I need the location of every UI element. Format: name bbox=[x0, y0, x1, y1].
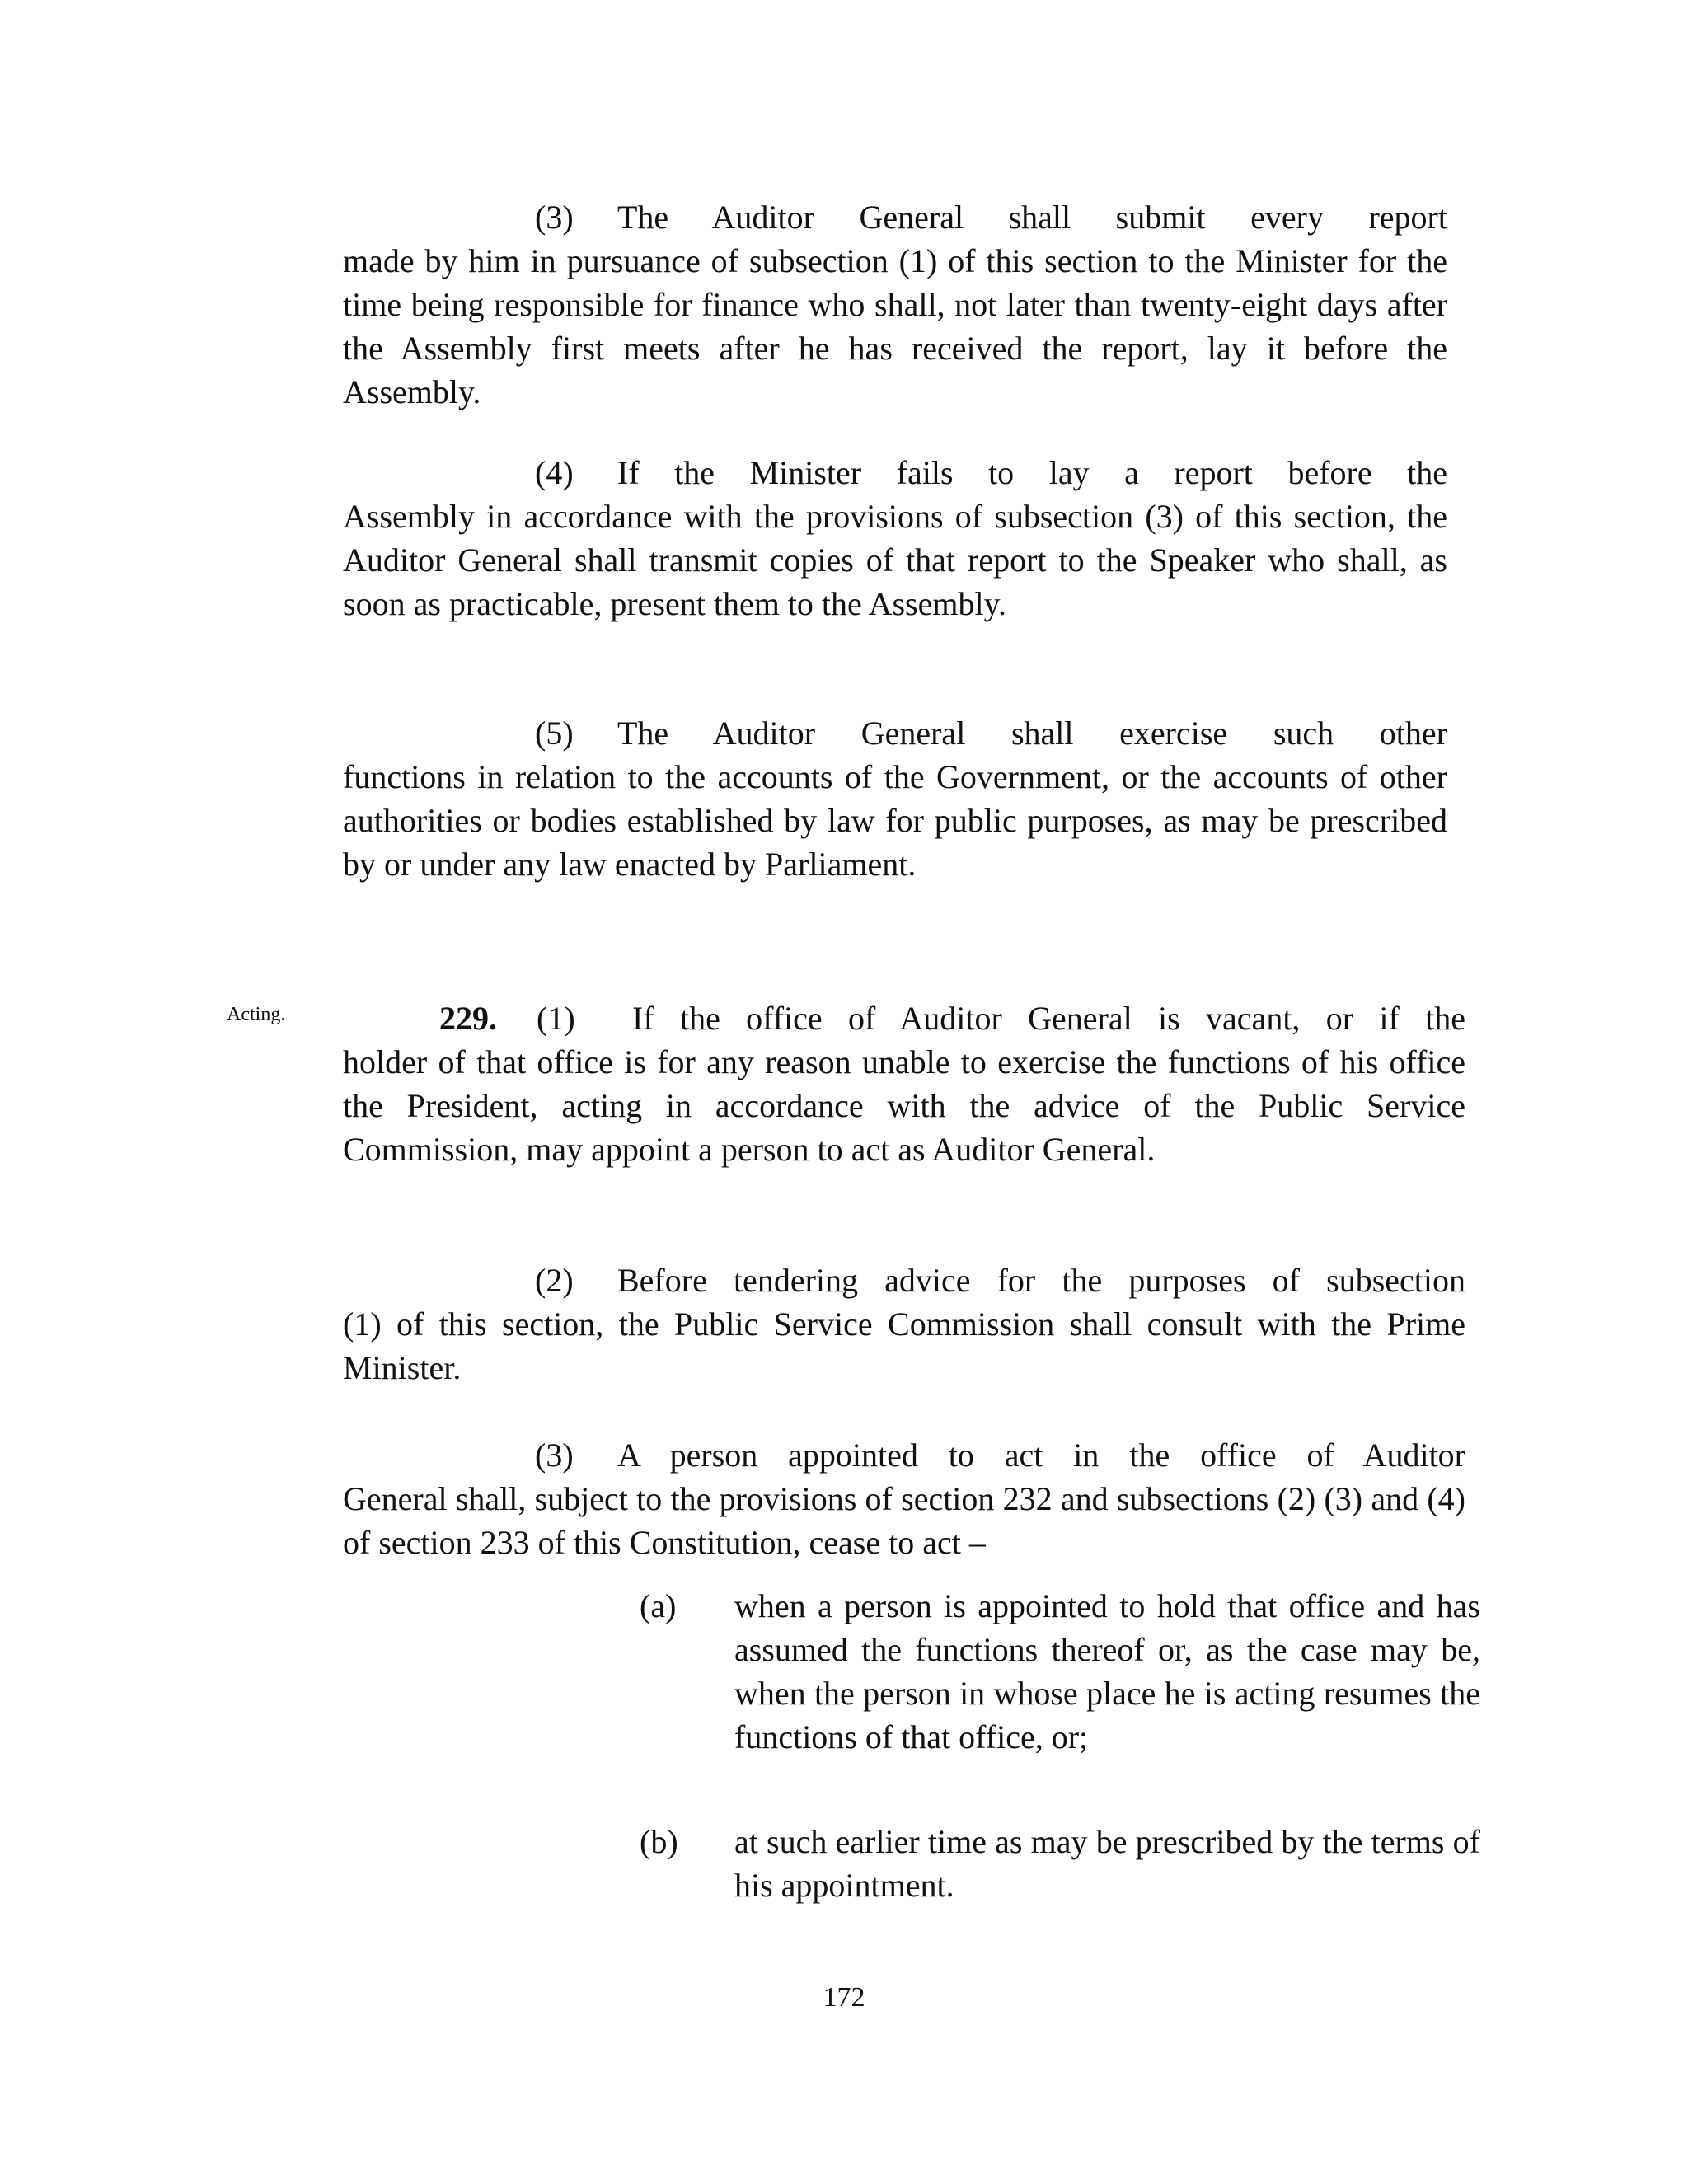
subsection-number: (3) bbox=[535, 199, 574, 236]
paragraph-first-line bbox=[343, 195, 1447, 239]
list-item-label: (a) bbox=[640, 1587, 677, 1624]
paragraph-body: (1) of this section, the Public Service Commission shall consult with the Prime Minister. bbox=[343, 1305, 1465, 1386]
list-item-label: (b) bbox=[640, 1823, 678, 1860]
paragraph-first-line bbox=[343, 996, 1465, 1040]
list-item-a bbox=[640, 1584, 1480, 1759]
subsection-number: (4) bbox=[535, 454, 574, 491]
paragraph-lead-text: A person appointed to act in the office of Auditor bbox=[617, 1436, 1465, 1474]
paragraph-body: made by him in pursuance of subsection (1) of this section to the Minister for the time being responsible for finance who shall, not later than twenty-eight days after the Assembly first meets after he has received the report, lay it before the Assembly. bbox=[343, 242, 1447, 410]
subsection-number: (1) bbox=[537, 1000, 575, 1037]
paragraph-first-line bbox=[343, 711, 1447, 755]
list-item-text: when a person is appointed to hold that office and has assumed the functions thereof or, as the case may be, when the person in whose place he is acting resumes the functions of that office, or; bbox=[734, 1587, 1480, 1755]
subsection-number: (2) bbox=[535, 1262, 574, 1299]
subsection-number: (3) bbox=[535, 1436, 574, 1474]
list-item-b bbox=[640, 1820, 1480, 1907]
paragraph-lead-text: Before tendering advice for the purposes of subsection bbox=[617, 1262, 1465, 1299]
subsection-number: (5) bbox=[535, 715, 574, 752]
margin-note: Acting. bbox=[227, 1004, 286, 1025]
page-number: 172 bbox=[823, 1982, 865, 2013]
paragraph-lead-text: If the Minister fails to lay a report before the bbox=[617, 454, 1447, 491]
paragraph-body: Assembly in accordance with the provisions of subsection (3) of this section, the Auditor General shall transmit copies of that report to the Speaker who shall, as soon as practicable, present them to the Assembly. bbox=[343, 498, 1447, 622]
section-229-subsection-2 bbox=[343, 1258, 1465, 1390]
list-item-text: at such earlier time as may be prescribed by the terms of his appointment. bbox=[734, 1823, 1480, 1904]
paragraph-lead-text: The Auditor General shall submit every report bbox=[617, 199, 1447, 236]
paragraph-subsection-3 bbox=[343, 195, 1447, 414]
section-229-subsection-1 bbox=[343, 996, 1465, 1171]
paragraph-body: General shall, subject to the provisions of section 232 and subsections (2) (3) and (4) of section 233 of this Constitution, cease to act – bbox=[343, 1480, 1465, 1561]
paragraph-subsection-5 bbox=[343, 711, 1447, 886]
section-229-subsection-3 bbox=[343, 1433, 1465, 1564]
section-number: 229. bbox=[439, 1000, 497, 1037]
paragraph-first-line bbox=[343, 1433, 1465, 1477]
paragraph-first-line bbox=[343, 1258, 1465, 1302]
paragraph-subsection-4 bbox=[343, 451, 1447, 626]
paragraph-lead-text: If the office of Auditor General is vacant, or if the bbox=[632, 1000, 1465, 1037]
paragraph-lead-text: The Auditor General shall exercise such other bbox=[617, 715, 1447, 752]
paragraph-first-line bbox=[343, 451, 1447, 494]
paragraph-body: functions in relation to the accounts of the Government, or the accounts of other authorities or bodies established by law for public purposes, as may be prescribed by or under any law enacted by Parliament. bbox=[343, 758, 1447, 883]
paragraph-body: holder of that office is for any reason unable to exercise the functions of his office the President, acting in accordance with the advice of the Public Service Commission, may appoint a person to act as Auditor General. bbox=[343, 1043, 1465, 1168]
